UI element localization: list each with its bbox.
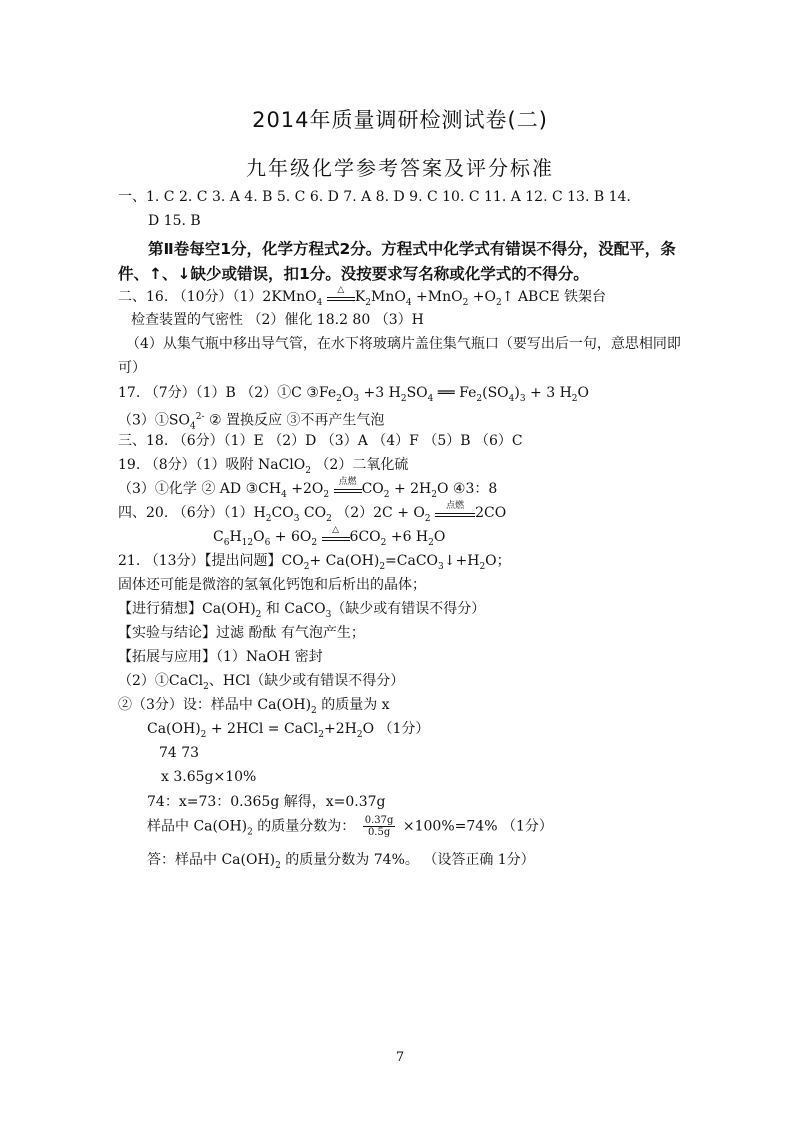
q16-text: MnO xyxy=(371,289,406,305)
q21-text: （缺少或有错误不得分） xyxy=(331,601,486,617)
subscript: 2 xyxy=(496,297,502,308)
q21-line-4: 【实验与结论】过滤 酚酞 有气泡产生； xyxy=(118,625,365,641)
q21-line-11: 74：x=73：0.365g 解得，x=0.37g xyxy=(147,794,386,810)
subscript: 4 xyxy=(281,489,287,500)
q20-text: （2）2C + O xyxy=(331,505,425,521)
reaction-condition-arrow xyxy=(322,525,350,544)
q17-text: ② 置换反应 ③不再产生气泡 xyxy=(204,412,385,429)
q19-text: +2O xyxy=(286,481,324,497)
q16-line-1 xyxy=(118,285,606,312)
subscript: 2 xyxy=(275,860,281,871)
q17-text: O xyxy=(577,385,589,401)
subscript: 2 xyxy=(247,827,253,838)
q17-text: ) xyxy=(514,385,520,401)
q16-line-4: 可） xyxy=(118,360,146,376)
subscript: 6 xyxy=(223,537,230,548)
q20-text: O xyxy=(433,529,446,545)
subscript: 4 xyxy=(189,421,196,432)
q17-text: (SO xyxy=(482,385,509,401)
q20-text: CO xyxy=(299,505,327,521)
heat-condition: △ xyxy=(337,285,345,295)
subscript: 3 xyxy=(353,393,360,404)
q21-text: ×100%=74% （1分） xyxy=(398,818,553,835)
q21-text: 、HCl（缺少或有错误不得分） xyxy=(208,673,405,689)
q17-text: 17. （7分）（1）B （2）①C ③Fe xyxy=(118,385,337,401)
subscript: 4 xyxy=(405,297,412,308)
q21-line-6 xyxy=(118,672,404,696)
subscript: 2 xyxy=(479,561,486,572)
q19-text: CO xyxy=(361,481,384,497)
subscript: 2 xyxy=(311,705,317,716)
subscript: 2 xyxy=(203,681,209,692)
subscript: 12 xyxy=(241,537,254,548)
q16-line-3: （4）从集气瓶中移出导气管，在水下将玻璃片盖住集气瓶口（要写出后一句，意思相同即 xyxy=(126,336,681,352)
subscript: 2 xyxy=(305,465,311,476)
q17-text: ══ Fe xyxy=(433,385,477,401)
q16-text: K xyxy=(354,289,366,305)
q21-text: 和 CaCO xyxy=(261,601,326,617)
q20-line-1 xyxy=(118,501,507,528)
multiple-choice-answers-line-2: D 15. B xyxy=(148,213,201,229)
q21-line-12 xyxy=(147,815,553,841)
subscript: 2 xyxy=(255,609,262,620)
subscript: 2 xyxy=(383,489,390,500)
q17-line-1 xyxy=(118,384,589,408)
subscript: 2 xyxy=(336,393,342,404)
fraction-denominator: 0.5g xyxy=(367,827,391,838)
subscript: 2 xyxy=(424,513,431,524)
q21-line-13 xyxy=(147,851,535,875)
subscript: 3 xyxy=(325,609,332,620)
q20-text: O xyxy=(253,529,265,545)
q21-line-3 xyxy=(118,600,485,624)
q17-text: SO xyxy=(406,385,428,401)
q20-text: 四、20. （6分）（1）H xyxy=(118,505,266,521)
q21-text: +2H xyxy=(323,721,357,737)
subscript: 2 xyxy=(365,297,372,308)
q20-line-2 xyxy=(213,525,446,552)
q21-text: 样品中 Ca(OH) xyxy=(147,818,248,835)
q21-text: （2）①CaCl xyxy=(118,673,204,689)
q16-text: +MnO xyxy=(411,289,463,305)
q16-text: 二、16. （10分）（1）2KMnO xyxy=(118,289,317,305)
q21-line-7 xyxy=(118,696,390,720)
q19-text: + 2H xyxy=(389,481,432,497)
q20-text: + 6O xyxy=(270,529,312,545)
reaction-condition-arrow xyxy=(327,285,355,304)
q20-text: H xyxy=(229,529,242,545)
q21-line-10: x 3.65g×10% xyxy=(161,769,257,785)
q18-line: 三、18. （6分）（1）E （2）D （3）A （4）F （5）B （6）C xyxy=(118,433,523,449)
q16-text: ↑ ABCE 铁架台 xyxy=(501,289,606,305)
q20-text: C xyxy=(213,529,224,545)
subscript: 2 xyxy=(379,561,386,572)
q19-text: O ④3：8 xyxy=(437,481,498,497)
subscript: 2 xyxy=(323,489,330,500)
q20-text: 6CO xyxy=(349,529,381,545)
q21-text: ②（3分）设：样品中 Ca(OH) xyxy=(118,697,312,713)
q17-text: + 3 H xyxy=(525,385,572,401)
q21-text: + 2HCl = CaCl xyxy=(206,721,319,737)
subscript: 2 xyxy=(265,513,272,524)
scoring-note-line-1: 第Ⅱ卷每空1分，化学方程式2分。方程式中化学式有错误不得分，没配平，条 xyxy=(148,240,676,258)
ignite-condition: 点燃 xyxy=(338,477,357,487)
subscript: 4 xyxy=(508,393,515,404)
q21-text: 的质量分数为 74%。 （设答正确 1分） xyxy=(280,852,535,868)
q21-text: 答：样品中 Ca(OH) xyxy=(147,852,276,868)
q21-text: 的质量为 x xyxy=(316,697,390,713)
q16-line-2: 检查装置的气密性 （2）催化 18.2 80 （3）H xyxy=(131,312,424,328)
page-number: 7 xyxy=(395,1050,405,1065)
q19-text: 19. （8分）（1）吸附 NaClO xyxy=(118,457,306,473)
subscript: 2 xyxy=(428,537,434,548)
subscript: 2 xyxy=(200,729,207,740)
q20-text: +6 H xyxy=(386,529,429,545)
subscript: 6 xyxy=(264,537,271,548)
subscript: 2 xyxy=(571,393,578,404)
subscript: 2 xyxy=(462,297,469,308)
subscript: 2 xyxy=(318,729,324,740)
page-title: 2014年质量调研检测试卷(二) xyxy=(252,108,548,132)
q17-text: （3）①SO xyxy=(118,412,190,429)
subscript: 3 xyxy=(438,561,444,572)
reaction-condition-arrow xyxy=(435,501,475,520)
subscript: 2 xyxy=(380,537,387,548)
superscript: 2- xyxy=(195,412,205,422)
q16-text: +O xyxy=(468,289,497,305)
subscript: 3 xyxy=(519,393,526,404)
scoring-note-line-2: 件、↑、↓缺少或错误，扣1分。没按要求写名称或化学式的不得分。 xyxy=(118,265,589,283)
subscript: 2 xyxy=(326,513,332,524)
ignite-condition: 点燃 xyxy=(446,501,465,511)
q21-line-2: 固体还可能是微溶的氢氧化钙饱和后析出的晶体； xyxy=(118,577,426,593)
subscript: 2 xyxy=(356,729,363,740)
multiple-choice-answers-line-1: 一、1. C 2. C 3. A 4. B 5. C 6. D 7. A 8. D 9. C 10. C 11. A 12. C 13. B 14. xyxy=(118,189,631,205)
q21-text: 【进行猜想】Ca(OH) xyxy=(118,601,256,617)
subscript: 2 xyxy=(400,393,407,404)
subscript: 4 xyxy=(316,297,323,308)
q21-text: Ca(OH) xyxy=(147,721,201,737)
fraction-numerator: 0.37g xyxy=(364,815,394,826)
q19-text: （3）①化学 ② AD ③CH xyxy=(118,481,282,497)
q20-text: 2CO xyxy=(475,505,507,521)
subscript: 4 xyxy=(427,393,434,404)
q21-text: 21. （13分）【提出问题】CO xyxy=(118,553,304,569)
q21-text: =CaCO xyxy=(385,553,439,569)
subscript: 2 xyxy=(311,537,318,548)
subscript: 2 xyxy=(431,489,437,500)
q21-text: ↓+H xyxy=(443,553,480,569)
mass-fraction xyxy=(363,815,396,838)
subscript: 3 xyxy=(293,513,300,524)
subscript: 2 xyxy=(476,393,483,404)
q21-text: O； xyxy=(485,553,511,569)
q21-line-1 xyxy=(118,552,511,576)
q21-text: + Ca(OH) xyxy=(309,553,380,569)
q20-text: CO xyxy=(271,505,294,521)
q21-text: O （1分） xyxy=(362,721,430,737)
q21-line-8 xyxy=(147,720,429,744)
reaction-condition-arrow xyxy=(334,477,362,496)
q21-text: 的质量分数为： xyxy=(252,818,356,835)
page-subtitle: 九年级化学参考答案及评分标准 xyxy=(246,156,554,180)
subscript: 2 xyxy=(303,561,310,572)
q17-text: +3 H xyxy=(359,385,401,401)
q21-line-5: 【拓展与应用】（1）NaOH 密封 xyxy=(118,649,323,665)
q21-line-9: 74 73 xyxy=(159,745,200,761)
q17-text: O xyxy=(341,385,354,401)
q19-text: （2）二氧化硫 xyxy=(310,457,409,473)
q19-line-1 xyxy=(118,456,408,480)
heat-condition: △ xyxy=(332,525,339,535)
